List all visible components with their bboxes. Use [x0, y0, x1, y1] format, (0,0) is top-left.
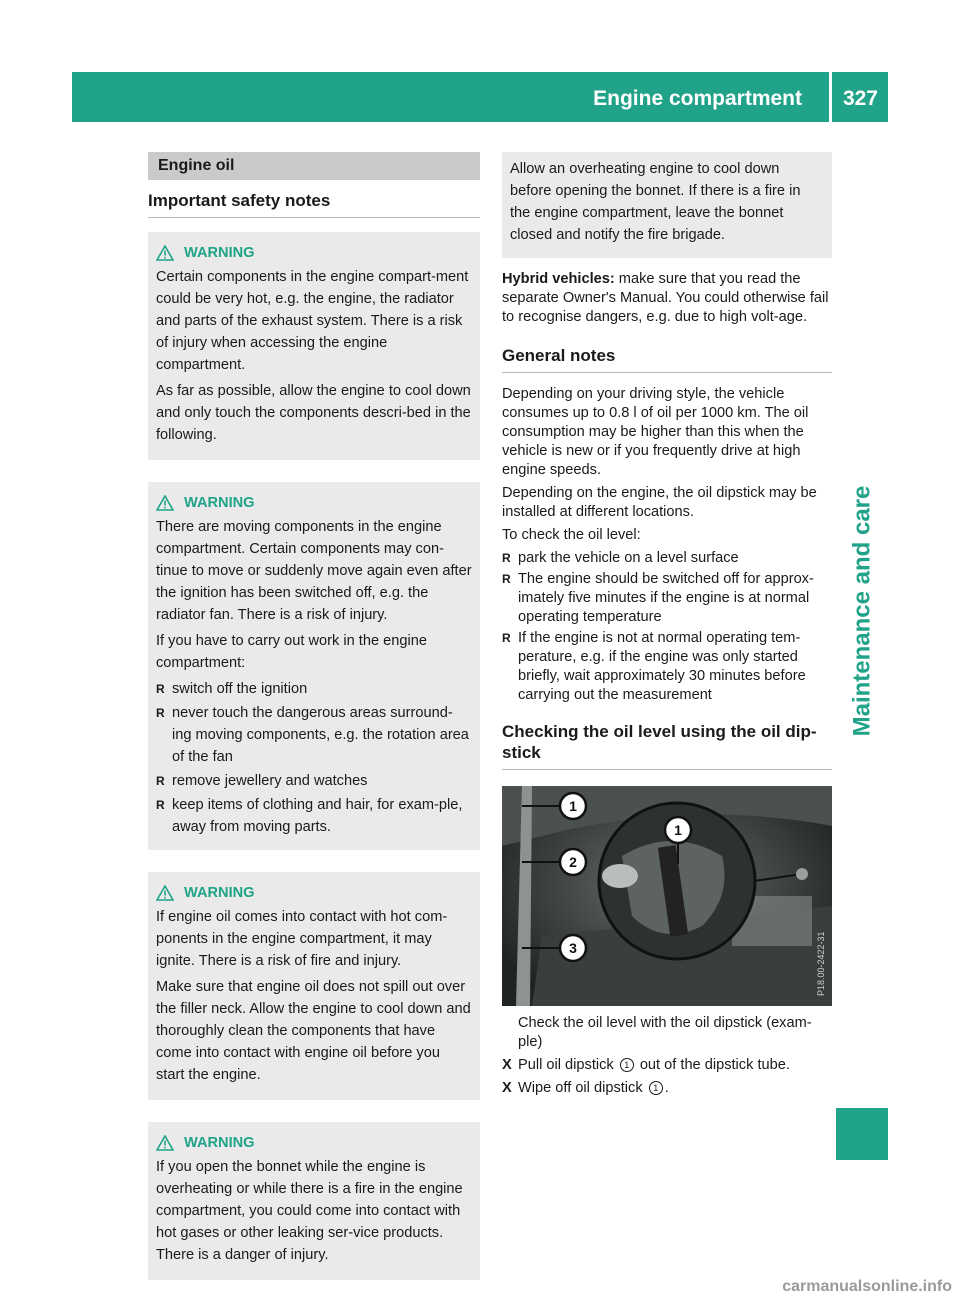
- side-chapter-tab: [836, 432, 888, 790]
- warning-paragraph: If engine oil comes into contact with hot com-ponents in the engine compartment, it may ignite. There is a risk of fire and injury.: [156, 909, 448, 969]
- step-text: Pull oil dipstick: [518, 1057, 618, 1073]
- step-text: out of the dipstick tube.: [635, 1057, 790, 1073]
- warning-paragraph: If you open the bonnet while the engine is overheating or while there is a fire in the engine compartment, you could come into contact with hot gases or other leaking ser-vice products. There is a danger of injury.: [156, 1159, 463, 1263]
- engine-illustration: [502, 786, 832, 1006]
- warning-box: [148, 232, 480, 460]
- list-item-text: The engine should be switched off for approx-imately five minutes if the engine is at normal operating temperature: [518, 571, 814, 625]
- warning-box: [148, 1122, 480, 1280]
- step-text: Wipe off oil dipstick: [518, 1080, 647, 1096]
- callout-label: 1: [569, 798, 577, 814]
- bullet-marker: R: [156, 774, 165, 788]
- warning-paragraph: As far as possible, allow the engine to cool down and only touch the components descri-bed in the following.: [156, 383, 471, 443]
- callout-2: [560, 849, 586, 875]
- subheading-safety: Important safety notes: [148, 180, 480, 218]
- general-paragraph: Depending on your driving style, the vehicle consumes up to 0.8 l of oil per 1000 km. The oil consumption may be higher than this when the vehicle is new or if you frequently drive at high engine speeds.: [502, 386, 809, 478]
- subheading-dipstick: Checking the oil level using the oil dip-stick: [502, 711, 832, 770]
- warning-box: [148, 482, 480, 850]
- hybrid-note: [502, 270, 832, 327]
- bullet-marker: R: [502, 551, 511, 565]
- header-divider: [829, 72, 832, 122]
- hybrid-text: make sure that you read the separate Owner's Manual. You could otherwise fail to recognise dangers, e.g. due to high volt-age.: [502, 271, 829, 325]
- general-notes: [502, 385, 832, 705]
- bullet-marker: R: [156, 798, 165, 812]
- watermark: carmanualsonline.info: [782, 1278, 952, 1295]
- warning-heading: [156, 242, 472, 264]
- list-item-text: remove jewellery and watches: [172, 773, 368, 789]
- warning-label: WARNING: [184, 1135, 255, 1151]
- warning-paragraph: Make sure that engine oil does not spill out over the filler neck. Allow the engine to cool down and thoroughly clean the components that have come into contact with engine oil before you start the engine.: [156, 979, 471, 1083]
- header-bar: [72, 72, 888, 122]
- callout-1-inner: [665, 817, 691, 843]
- callout-label: 2: [569, 854, 577, 870]
- bullet-marker: R: [156, 682, 165, 696]
- list-item-text: park the vehicle on a level surface: [518, 550, 739, 566]
- warning-triangle-icon: [156, 495, 174, 511]
- callout-3: [560, 935, 586, 961]
- general-bullets: [502, 549, 832, 705]
- list-item-text: switch off the ignition: [172, 681, 308, 697]
- warning-triangle-icon: [156, 1135, 174, 1151]
- general-paragraphs: [502, 385, 832, 545]
- general-paragraph: To check the oil level:: [502, 527, 641, 543]
- list-item: [502, 570, 832, 627]
- photo-code: P18.00-2422-31: [816, 931, 826, 996]
- warnings-list: [148, 232, 480, 1280]
- engine-photo: [502, 786, 832, 1006]
- warning-continued-text: Allow an overheating engine to cool down before opening the bonnet. If there is a fire in the engine compartment, leave the bonnet closed and notify the fire brigade.: [510, 161, 801, 243]
- section-title: Engine oil: [148, 152, 480, 180]
- bullet-marker: R: [502, 572, 511, 586]
- callout-ref: 1: [649, 1081, 663, 1095]
- warning-label: WARNING: [184, 495, 255, 511]
- list-item-text: If the engine is not at normal operating tem-perature, e.g. if the engine was only started briefly, wait approximately 30 minutes before carrying out the measurement: [518, 630, 806, 703]
- warning-triangle-icon: [156, 245, 174, 261]
- left-column: [148, 152, 480, 1280]
- warning-paragraph: Certain components in the engine compart-ment could be very hot, e.g. the engine, the radiator and parts of the exhaust system. There is a risk of injury when accessing the engine compartment.: [156, 269, 469, 373]
- warning-paragraph: There are moving components in the engine compartment. Certain components may con-tinue to move or suddenly move again even after the ignition has been switched off, e.g. the radiator fan. There is a risk of injury.: [156, 519, 472, 623]
- warning-heading: [156, 882, 472, 904]
- list-item: [156, 702, 472, 768]
- callout-label: 1: [674, 822, 682, 838]
- warning-box: [148, 872, 480, 1100]
- photo-caption: Check the oil level with the oil dipstick (exam-ple): [518, 1015, 812, 1050]
- instruction-step: [502, 1056, 832, 1075]
- side-chapter-label: Maintenance and care: [848, 485, 876, 737]
- warning-triangle-icon: [156, 885, 174, 901]
- bullet-marker: R: [156, 706, 165, 720]
- list-item: [502, 549, 832, 568]
- callout-label: 3: [569, 940, 577, 956]
- list-item: [156, 678, 472, 700]
- list-item: [156, 770, 472, 792]
- warning-continued: [502, 152, 832, 258]
- callout-ref: 1: [620, 1058, 634, 1072]
- warning-label: WARNING: [184, 885, 255, 901]
- step-arrow-icon: X: [502, 1080, 512, 1096]
- subheading-general: General notes: [502, 335, 832, 373]
- instruction-steps: [502, 1056, 832, 1098]
- warning-bullets: [156, 678, 472, 838]
- right-column: [502, 152, 832, 1098]
- step-arrow-icon: X: [502, 1057, 512, 1073]
- step-text: .: [664, 1080, 669, 1096]
- warning-heading: [156, 492, 472, 514]
- header-title: Engine compartment: [593, 87, 802, 110]
- list-item-text: never touch the dangerous areas surround-ing moving components, e.g. the rotation area of the fan: [172, 705, 469, 765]
- warning-heading: [156, 1132, 472, 1154]
- warning-label: WARNING: [184, 245, 255, 261]
- general-paragraph: Depending on the engine, the oil dipstick may be installed at different locations.: [502, 485, 817, 520]
- list-item: [502, 629, 832, 705]
- side-tab-marker: [836, 1108, 888, 1160]
- instruction-step: [502, 1079, 832, 1098]
- callout-1-outer: [560, 793, 586, 819]
- list-item: [156, 794, 472, 838]
- hybrid-label: Hybrid vehicles:: [502, 271, 615, 287]
- bullet-marker: R: [502, 631, 511, 645]
- page-number: 327: [842, 87, 878, 110]
- list-item-text: keep items of clothing and hair, for exam-ple, away from moving parts.: [172, 797, 463, 835]
- warning-paragraph: If you have to carry out work in the engine compartment:: [156, 633, 427, 671]
